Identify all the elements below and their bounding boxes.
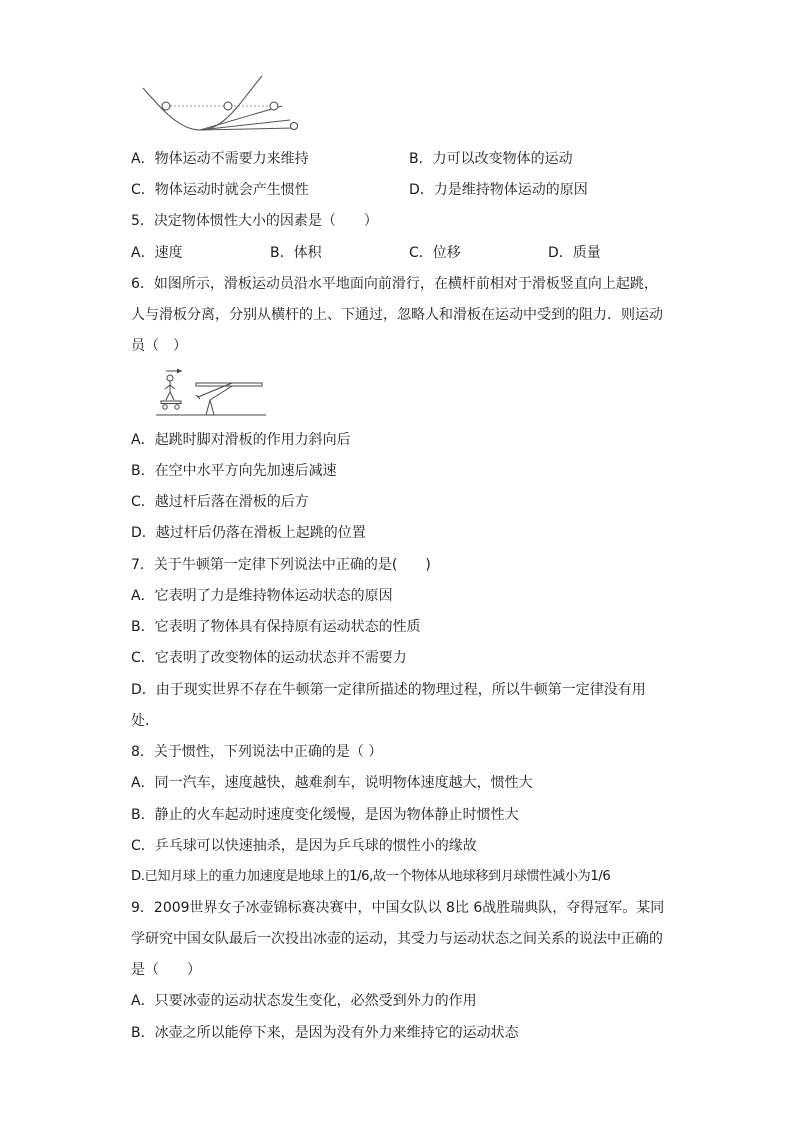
q4-option-c: C．物体运动时就会产生惯性 xyxy=(131,182,309,198)
q6-stem-line1: 6．如图所示，滑板运动员沿水平地面向前滑行，在横杆前相对于滑板竖直向上起跳， xyxy=(131,276,658,292)
q8-option-c: C．乒乓球可以快速抽杀，是因为乒乓球的惯性小的缘故 xyxy=(131,838,477,854)
q9-stem-line3: 是（ ） xyxy=(131,962,201,978)
q9-stem-line2: 学研究中国女队最后一次投出冰壶的运动，其受力与运动状态之间关系的说法中正确的 xyxy=(131,931,663,947)
q6-stem-line3: 员（ ） xyxy=(131,338,187,354)
ramp-ball-diagram-icon xyxy=(140,72,305,134)
q7-option-b: B．它表明了物体具有保持原有运动状态的性质 xyxy=(131,619,421,635)
q8-option-a: A．同一汽车，速度越快，越难刹车，说明物体速度越大，惯性大 xyxy=(131,775,533,791)
q8-option-d: D.已知月球上的重力加速度是地球上的1/6,故一个物体从地球移到月球惯性减小为1/6 xyxy=(131,869,611,884)
q5-stem: 5．决定物体惯性大小的因素是（ ） xyxy=(131,213,378,229)
q8-option-b: B．静止的火车起动时速度变化缓慢，是因为物体静止时惯性大 xyxy=(131,807,519,823)
q6-option-c: C．越过杆后落在滑板的后方 xyxy=(131,494,309,510)
q4-option-b: B．力可以改变物体的运动 xyxy=(409,151,573,167)
q9-stem-line1: 9．2009世界女子冰壶锦标赛决赛中，中国女队以 8比 6战胜瑞典队，夺得冠军。某同 xyxy=(131,900,665,916)
q8-stem: 8．关于惯性，下列说法中正确的是（ ） xyxy=(131,744,383,760)
q5-option-c: C．位移 xyxy=(409,245,461,261)
q6-option-d: D．越过杆后仍落在滑板上起跳的位置 xyxy=(131,525,366,541)
q6-option-b: B．在空中水平方向先加速后减速 xyxy=(131,463,337,479)
q7-stem: 7．关于牛顿第一定律下列说法中正确的是( ) xyxy=(131,557,431,573)
q4-option-d: D．力是维持物体运动的原因 xyxy=(409,182,588,198)
q5-option-a: A．速度 xyxy=(131,245,183,261)
q4-option-a: A．物体运动不需要力来维持 xyxy=(131,151,309,167)
q7-option-c: C．它表明了改变物体的运动状态并不需要力 xyxy=(131,650,407,666)
q6-stem-line2: 人与滑板分离，分别从横杆的上、下通过，忽略人和滑板在运动中受到的阻力．则运动 xyxy=(131,307,663,323)
q9-option-a: A．只要冰壶的运动状态发生变化，必然受到外力的作用 xyxy=(131,993,477,1009)
q5-option-d: D．质量 xyxy=(548,245,601,261)
q7-option-a: A．它表明了力是维持物体运动状态的原因 xyxy=(131,588,393,604)
q5-option-b: B．体积 xyxy=(270,245,322,261)
q7-option-d-line2: 处． xyxy=(131,713,159,729)
q7-option-d-line1: D．由于现实世界不存在牛顿第一定律所描述的物理过程，所以牛顿第一定律没有用 xyxy=(131,682,646,698)
q9-option-b: B．冰壶之所以能停下来，是因为没有外力来维持它的运动状态 xyxy=(131,1025,519,1041)
q6-option-a: A．起跳时脚对滑板的作用力斜向后 xyxy=(131,432,351,448)
skateboard-bar-diagram-icon xyxy=(156,364,266,420)
